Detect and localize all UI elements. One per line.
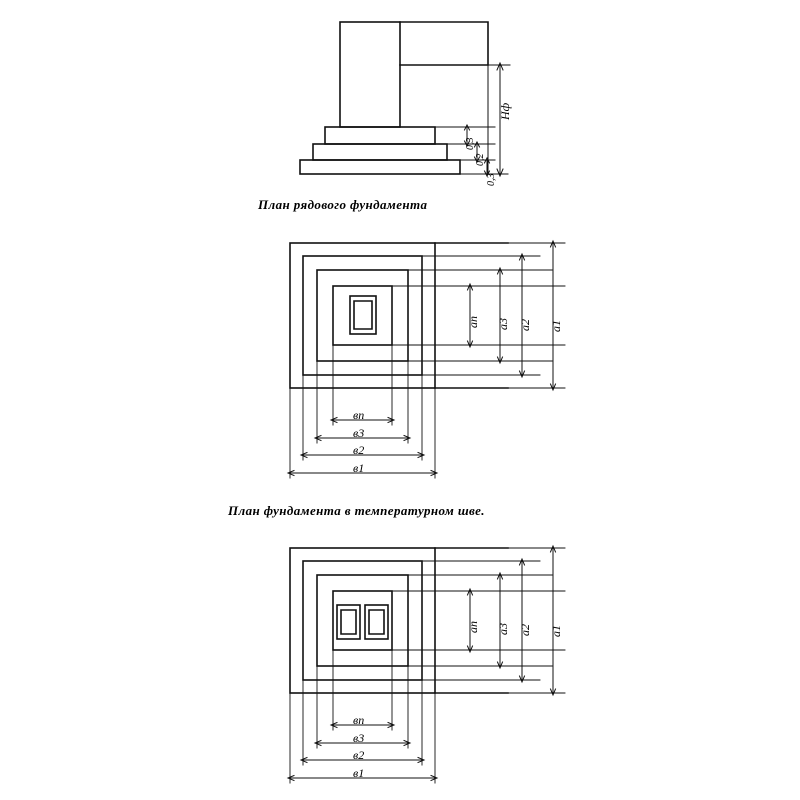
plan-expansion-dim-a3: а3	[496, 623, 510, 635]
plan-section-dim-a3: а3	[496, 318, 510, 330]
plan-expansion-dim-a2: а2	[518, 624, 532, 636]
plan-section-dim-ap: ап	[466, 316, 480, 328]
plan-section-dim-a1: а1	[549, 320, 563, 332]
dim-label-h3-lower: 0,3	[486, 173, 497, 186]
dim-label-a3: 0,3	[465, 137, 476, 150]
plan-expansion-dim-a1: а1	[549, 625, 563, 637]
plan-expansion-dim-vp: вп	[353, 713, 365, 727]
plan-section-dim-vp: вп	[353, 408, 365, 422]
caption-plan-section: План рядового фундамента	[258, 197, 428, 212]
elevation-column	[340, 22, 400, 127]
elevation-reference-lines	[400, 65, 510, 174]
plan-expansion-dim-v2: в2	[353, 748, 365, 762]
dim-label-hf: Нф	[498, 102, 512, 120]
elevation-cap-slab	[400, 22, 488, 65]
plan-expansion-dim-v1: в1	[353, 766, 365, 780]
plan-expansion-dim-ap: ап	[466, 621, 480, 633]
plan-section-dim-a2: а2	[518, 319, 532, 331]
elevation-footing-steps	[300, 127, 460, 174]
dim-label-a2: 0,2	[475, 153, 486, 166]
plan-section-dim-v2: в2	[353, 443, 365, 457]
plan-expansion-dim-v3: в3	[353, 731, 365, 745]
plan-section-dim-v1: в1	[353, 461, 365, 475]
caption-plan-expansion: План фундамента в температурном шве.	[228, 503, 485, 518]
plan-section-dim-v3: в3	[353, 426, 365, 440]
